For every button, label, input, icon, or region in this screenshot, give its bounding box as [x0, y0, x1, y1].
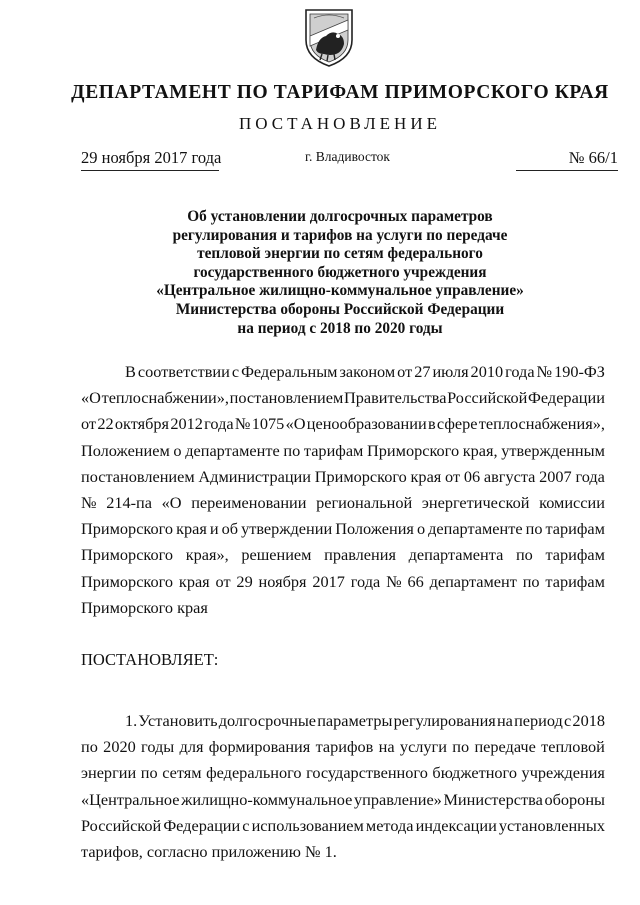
paragraph-line: 1. Установить долгосрочные параметры регулирования на период с 2018: [125, 711, 605, 730]
document-date: 29 ноября 2017 года: [81, 148, 219, 171]
paragraph-line: Приморского края от 29 ноября 2017 года № 66 департамент по тарифам: [81, 571, 605, 591]
paragraph-line: энергии по сетям федерального государственного бюджетного учреждения: [81, 763, 605, 783]
paragraph-line: по 2020 годы для формирования тарифов на услуги по передаче тепловой: [81, 737, 605, 757]
paragraph-line: постановлением Администрации Приморского края от 06 августа 2007 года: [81, 466, 605, 486]
paragraph-line: тарифов, согласно приложению № 1.: [81, 842, 337, 862]
subject-line: «Центральное жилищно-коммунальное управление»: [156, 282, 524, 300]
paragraph-line: «О теплоснабжении», постановлением Правительства Российской Федерации: [81, 388, 605, 408]
subject-line: регулирования и тарифов на услуги по передаче: [172, 226, 508, 244]
subject-line: государственного бюджетного учреждения: [193, 263, 487, 281]
paragraph-line: Приморского края: [81, 597, 208, 617]
department-title: ДЕПАРТАМЕНТ ПО ТАРИФАМ ПРИМОРСКОГО КРАЯ: [71, 82, 609, 103]
subject-line: на период с 2018 по 2020 годы: [237, 319, 443, 337]
paragraph-line: Положением о департаменте по тарифам Приморского края, утвержденным: [81, 440, 605, 460]
paragraph-line: от 22 октября 2012 года № 1075 «О ценообразовании в сфере теплоснабжения»,: [81, 414, 605, 434]
paragraph-line: № 214-па «О переименовании региональной энергетической комиссии: [81, 493, 605, 513]
document-number: № 66/1: [516, 148, 618, 171]
paragraph-line: В соответствии с Федеральным законом от 27 июля 2010 года № 190-ФЗ: [125, 362, 605, 381]
clause-1-paragraph: [81, 708, 605, 865]
document-city: г. Владивосток: [305, 149, 390, 164]
document-subject: [140, 208, 540, 338]
paragraph-line: Приморского края и об утверждении Положения о департаменте по тарифам: [81, 519, 605, 539]
subject-line: Министерства обороны Российской Федерации: [175, 300, 505, 318]
paragraph-line: «Центральное жилищно-коммунальное управление» Министерства обороны: [81, 789, 605, 809]
paragraph-line: Приморского края», решением правления департамента по тарифам: [81, 545, 605, 565]
primorye-coat-of-arms-icon: [302, 6, 356, 68]
subject-line: Об установлении долгосрочных параметров: [187, 208, 493, 225]
paragraph-line: Российской Федерации с использованием метода индексации установленных: [81, 815, 605, 835]
document-type: ПОСТАНОВЛЕНИЕ: [238, 114, 441, 133]
subject-line: тепловой энергии по сетям федерального: [197, 245, 483, 263]
decree-heading: ПОСТАНОВЛЯЕТ:: [81, 650, 219, 669]
preamble-paragraph: [81, 359, 605, 621]
